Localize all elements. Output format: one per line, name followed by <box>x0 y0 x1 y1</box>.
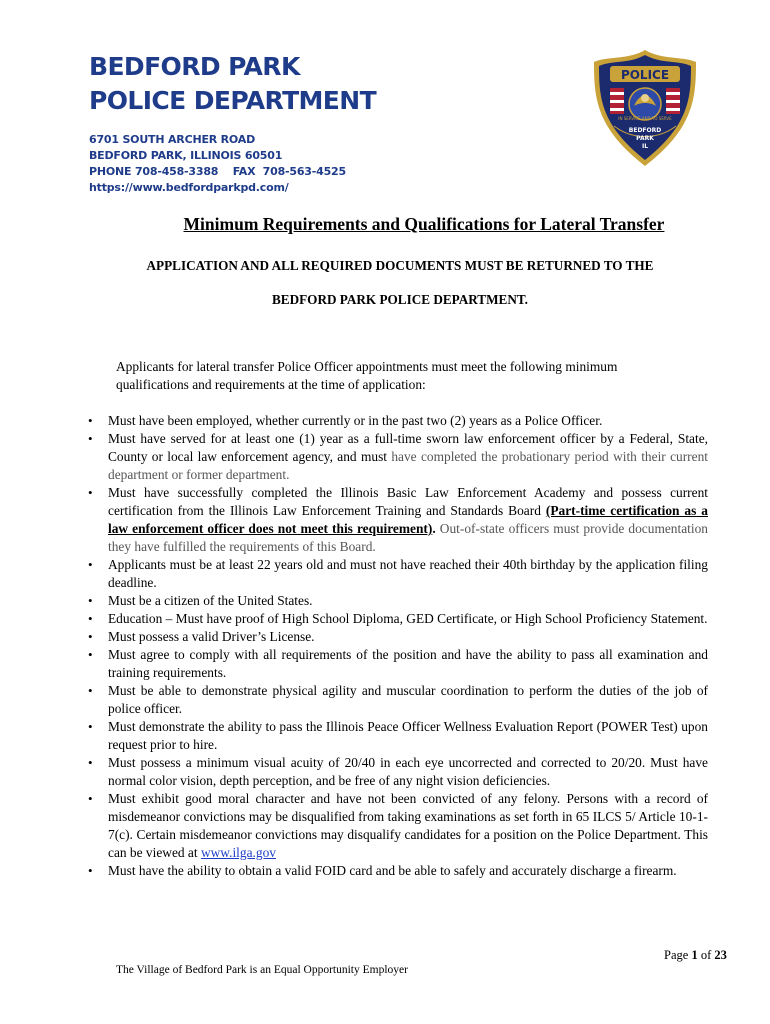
svg-text:BEDFORD: BEDFORD <box>628 127 662 134</box>
phone-fax: PHONE 708-458-3388 FAX 708-563-4525 <box>89 165 346 178</box>
list-item: • Must exhibit good moral character and have not been convicted of any felony. Persons with a record of misdemeanor convictions may be disqualified from taking examinations as set forth in 65 ILCS 5/ Article 10-1-7(c). Certain misdemeanor convictions may disqualify candidates for a position on the Police Department. This can be viewed at www.ilga.gov <box>108 790 708 862</box>
address: 6701 SOUTH ARCHER ROAD <box>89 133 256 146</box>
ilga-link[interactable]: www.ilga.gov <box>200 845 276 860</box>
return-notice-line1: APPLICATION AND ALL REQUIRED DOCUMENTS MUST BE RETURNED TO THE <box>146 258 654 273</box>
svg-text:IL: IL <box>641 143 649 150</box>
list-item: • Applicants must be at least 22 years old and must not have reached their 40th birthday by the application filing deadline. <box>108 556 708 592</box>
list-item: • Must have been employed, whether currently or in the past two (2) years as a Police Officer. <box>108 412 708 430</box>
list-item: • Must possess a valid Driver’s License. <box>108 628 708 646</box>
department-name-line2: POLICE DEPARTMENT <box>89 86 377 115</box>
list-item: • Must have the ability to obtain a valid FOID card and be able to safely and accurately discharge a firearm. <box>108 862 708 880</box>
list-item: • Must have successfully completed the Illinois Basic Law Enforcement Academy and possess current certification from the Illinois Law Enforcement Training and Standards Board (Part-time certification as a law enforcement officer does not meet this requirement). Out-of-state officers must provide documentation they have fulfilled the requirements of this Board. <box>108 484 708 556</box>
svg-text:POLICE: POLICE <box>620 68 670 82</box>
contact-info <box>89 132 509 196</box>
list-item: • Must be able to demonstrate physical agility and muscular coordination to perform the duties of the job of police officer. <box>108 682 708 718</box>
list-item: • Must possess a minimum visual acuity of 20/40 in each eye uncorrected and corrected to 20/20. Must have normal color vision, depth perception, and be free of any night vision deficiencies. <box>108 754 708 790</box>
return-notice-line2: BEDFORD PARK POLICE DEPARTMENT. <box>272 292 528 307</box>
police-badge-logo <box>592 48 698 168</box>
website-link[interactable]: https://www.bedfordparkpd.com/ <box>89 181 289 194</box>
intro-paragraph: Applicants for lateral transfer Police Officer appointments must meet the following minimum qualifications and requirements at the time of application: <box>116 359 618 392</box>
footer-eoe-statement: The Village of Bedford Park is an Equal Opportunity Employer <box>116 964 408 976</box>
list-item: • Education – Must have proof of High School Diploma, GED Certificate, or High School Proficiency Statement. <box>108 610 708 628</box>
svg-text:PARK: PARK <box>636 135 654 142</box>
list-item: • Must have served for at least one (1) year as a full-time sworn law enforcement officer by a Federal, State, County or local law enforcement agency, and must have completed the probationary period with their current department or former department. <box>108 430 708 484</box>
letterhead <box>89 50 509 196</box>
list-item: • Must be a citizen of the United States. <box>108 592 708 610</box>
requirements-list <box>108 412 708 880</box>
list-item: • Must demonstrate the ability to pass the Illinois Peace Officer Wellness Evaluation Report (POWER Test) upon request prior to hire. <box>108 718 708 754</box>
department-name-line1: BEDFORD PARK <box>89 52 300 81</box>
document-title: Minimum Requirements and Qualifications for Lateral Transfer <box>183 214 665 234</box>
city-state-zip: BEDFORD PARK, ILLINOIS 60501 <box>89 149 283 162</box>
svg-text:IN SERVICE AND TO SERVE: IN SERVICE AND TO SERVE <box>618 116 672 121</box>
page-number: Page 1 of 23 <box>664 948 727 962</box>
list-item: • Must agree to comply with all requirements of the position and have the ability to pass all examination and training requirements. <box>108 646 708 682</box>
